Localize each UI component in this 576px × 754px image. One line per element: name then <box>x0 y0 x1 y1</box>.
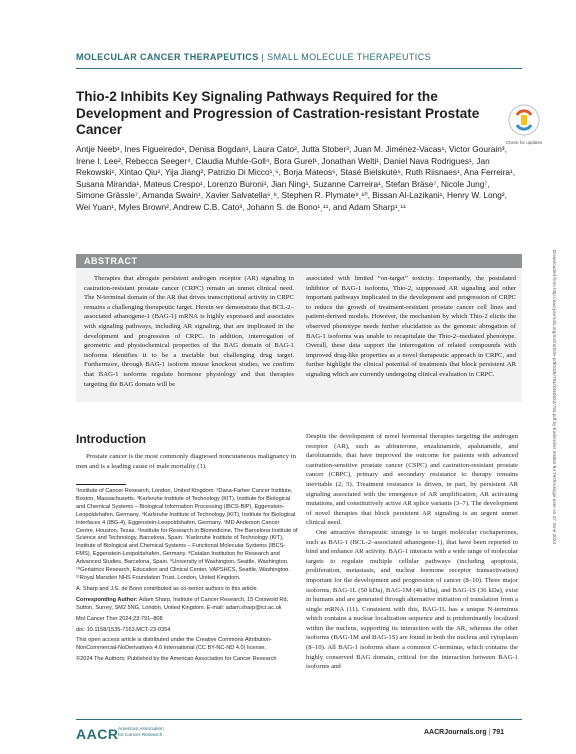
check-for-updates-icon[interactable] <box>507 103 541 137</box>
check-for-updates-label[interactable]: Check for updates <box>505 140 543 145</box>
header-rule <box>76 68 522 69</box>
footer-separator: | <box>488 729 491 736</box>
author-list: Antje Neeb¹, Ines Figueiredo¹, Denisa Bogdan¹, Laura Cato², Jutta Stober³, Juan M. Jiménez-Vacas¹, Victor Gourain³, Irene I. Lee², Rebecca Seeger⁴, Claudia Muhle-Goll⁴, Bora Gurel¹, Jonathan Welti¹, Daniel Nava Rodrigues¹, Jan Rekowski¹, Xintao Qiu², Yija Jiang², Patrizio Di Micco¹ˎ⁵, Borja Mateos⁶, Stasé Bielskutė⁶, Ruth Riisnaes¹, Ana Ferreira¹, Susana Miranda¹, Mateus Crespo¹, Lorenzo Buroni¹, Jian Ning¹, Suzanne Carreira¹, Stefan Bräse⁷, Nicole Jung⁷, Simone Grässle⁷, Amanda Swain¹, Xavier Salvatella⁶ˎ⁸, Stephen R. Plymate⁹ˎ¹⁰, Bissan Al-Lazikani¹, Henry W. Long², Wei Yuan¹, Myles Brown², Andrew C.B. Cato³, Johann S. de Bono¹ˎ¹¹, and Adam Sharp¹ˎ¹¹ <box>76 144 516 212</box>
footnotes <box>76 488 298 667</box>
corresponding-author-label: Corresponding Author: <box>76 596 138 603</box>
footer-rule <box>76 719 522 720</box>
aacr-logo[interactable]: AACR <box>76 726 119 742</box>
header-separator: | <box>261 52 265 62</box>
license-note: This open access article is distributed under the Creative Commons Attribution-NonCommercial-NoDerivatives 4.0 International (CC BY-NC-ND 4.0) license. <box>76 637 272 652</box>
footer-page-info <box>424 729 504 736</box>
copyright-note: ©2024 The Authors; Published by the American Association for Cancer Research <box>76 656 277 663</box>
body-paragraph-1: Despite the development of novel hormonal therapies targeting the androgen receptor (AR), such as abiraterone, enzalutamide, apalutamide, and darolutamide, that have improved the outcome for patients with advanced castration-sensitive prostate cancer (CSPC) and castration-resistant prostate cancer (CRPC), primary and secondary resistance to therapy remains inevitable (2, 3). Treatment resistance is driven, in part, by persistent AR signaling associated with the emergence of AR amplification, AR activating mutations, and constitutively active AR splice variants (3–7). The development of novel therapies that block persistent AR signaling is an urgent unmet clinical need. <box>306 433 518 527</box>
journal-site-link[interactable]: AACRJournals.org <box>424 729 487 736</box>
co-senior-note: A. Sharp and J.S. de Bono contributed as co-senior authors to this article. <box>76 585 259 592</box>
download-side-note <box>552 250 562 720</box>
abstract-right-column: associated with limited “on-target” toxicity. Importantly, the postulated inhibitor of BAG-1 isoforms, Thio-2, suppressed AR signaling and other important pathways implicated in the development and progression of CRPC to reduce the growth of treatment-resistant prostate cancer cell lines and patient-derived models. However, the mechanism by which Thio-2 elicits the observed phenotype needs further elucidation as the genomic abrogation of BAG-1 isoforms was unable to recapitulate the Thio-2–mediated phenotype. Overall, these data support the interrogation of related compounds with improved drug-like properties as a novel therapeutic approach in CRPC, and further highlight the clinical potential of treatments that block persistent AR signaling which are currently undergoing clinical evaluation in CRPC. <box>306 275 516 378</box>
abstract-left-column: Therapies that abrogate persistent androgen receptor (AR) signaling in castration-resistant prostate cancer (CRPC) remain an unmet clinical need. The N-terminal domain of the AR that drives transcriptional activity in CRPC remains a challenging therapeutic target. Herein we demonstrate that BCL-2–associated athanogene-1 (BAG-1) mRNA is highly expressed and associates with signaling pathways, including AR signaling, that are implicated in the development and progression of CRPC. In addition, interrogation of geometric and physiochemical properties of the BAG domain of BAG-1 isoforms identifies it to be a tractable but challenging drug target. Furthermore, through BAG-1 isoform mouse knockout studies, we confirm that BAG-1 isoforms regulate hormone physiology and that therapies targeting the BAG domain will be <box>84 275 294 388</box>
article-title: Thio-2 Inhibits Key Signaling Pathways Required for the Development and Progression of Castration-resistant Prostate Cancer <box>76 89 480 137</box>
aacr-logo-subtitle <box>118 727 164 739</box>
page-number: 791 <box>492 729 505 736</box>
doi-link[interactable]: doi: 10.1158/1535-7163.MCT-23-0354 <box>76 626 171 633</box>
journal-name: MOLECULAR CANCER THERAPEUTICS <box>76 52 259 62</box>
corresponding-author-details[interactable]: Adam Sharp, Institute of Cancer Research, 15 Cotswold Rd, Sutton, Surrey, SM2 5NG, London, United Kingdom. E-mail: adam.sharp@icr.ac.uk <box>76 596 289 611</box>
body-right-column <box>306 432 518 672</box>
introduction-heading: Introduction <box>76 432 146 446</box>
corresponding-author <box>76 597 298 613</box>
section-name: SMALL MOLECULE THERAPEUTICS <box>267 52 432 62</box>
abstract-heading-bar <box>76 254 522 268</box>
aacr-subtitle-line-2: for Cancer Research <box>118 732 163 738</box>
footnote-rule <box>76 484 126 485</box>
introduction-paragraph: Prostate cancer is the most commonly diagnosed noncutaneous malignancy in men and is a leading cause of male mortality (1). <box>76 453 296 470</box>
download-note-text: Downloaded from http://aacrjournals.org/mct/article-pdf/23/6/791/3440624/791.pdf by Karlsruher Institut fur Technologie user on 17 June 2024 <box>552 250 557 545</box>
aacr-subtitle-line-1: American Association <box>118 727 164 732</box>
abstract-heading: ABSTRACT <box>84 256 138 266</box>
affiliations: ¹Institute of Cancer Research, London, United Kingdom. ²Dana-Farber Cancer Institute, Boston, Massachusetts. ³Karlsruhe Institute of Technology (KIT), Institute for Biological and Chemical Systems – Biological Information Processing (IBCS-BIP), Eggenstein-Leopoldshafen, Germany. ⁴Karlsruhe Institute of Technology (KIT), Institute for Biological Interfaces 4 (IBG-4), Eggenstein-Leopoldshafen, Germany. ⁵MD Anderson Cancer Centre, Houston, Texas. ⁶Institute for Research in Biomedicine, The Barcelona Institute of Science and Technology, Barcelona, Spain. ⁷Karlsruhe Institute of Technology (KIT), Institute of Biological and Chemical Systems – Functional Molecular Systems (IBCS-FMS), Eggenstein-Leopoldshafen, Germany. ⁸Catalan Institution for Research and Advanced Studies, Barcelona, Spain. ⁹University of Washington, Seattle, Washington. ¹⁰Geriatrics Research, Education and Clinical Center, VAPSHCS, Seattle, Washington. ¹¹Royal Marsden NHS Foundation Trust, London, United Kingdom. <box>76 488 298 581</box>
citation: Mol Cancer Ther 2024;23:791–808 <box>76 615 163 622</box>
body-paragraph-2: One attractive therapeutic strategy is to target molecular cochaperones, such as BAG-1 (BCL-2–associated athanogene-1), that have been reported to bind and enhance AR activity. BAG-1 interacts with a wide range of molecular targets to regulate multiple cellular pathways (including apoptosis, proliferation, metastasis, and nuclear hormone receptor transactivation) important for the development and progression of cancer (8–10). Three major isoforms, BAG-1L (50 kDa), BAG-1M (46 kDa), and BAG-1S (36 kDa), exist in humans and are generated through alternative initiation of translation from a single mRNA (11). Consistent with this, BAG-1L has a unique N-terminus which contains a nuclear localization sequence and is predominantly localized within the nucleus, supporting its interaction with the AR, whereas the other isoforms (BAG-1M and BAG-1S) are found in both the nucleus and cytoplasm (8–10). All BAG-1 isoforms share a common C-terminus, which contains the highly conserved BAG domain, critical for the interaction between BAG-1 isoforms and <box>306 528 518 671</box>
journal-header <box>76 52 431 62</box>
